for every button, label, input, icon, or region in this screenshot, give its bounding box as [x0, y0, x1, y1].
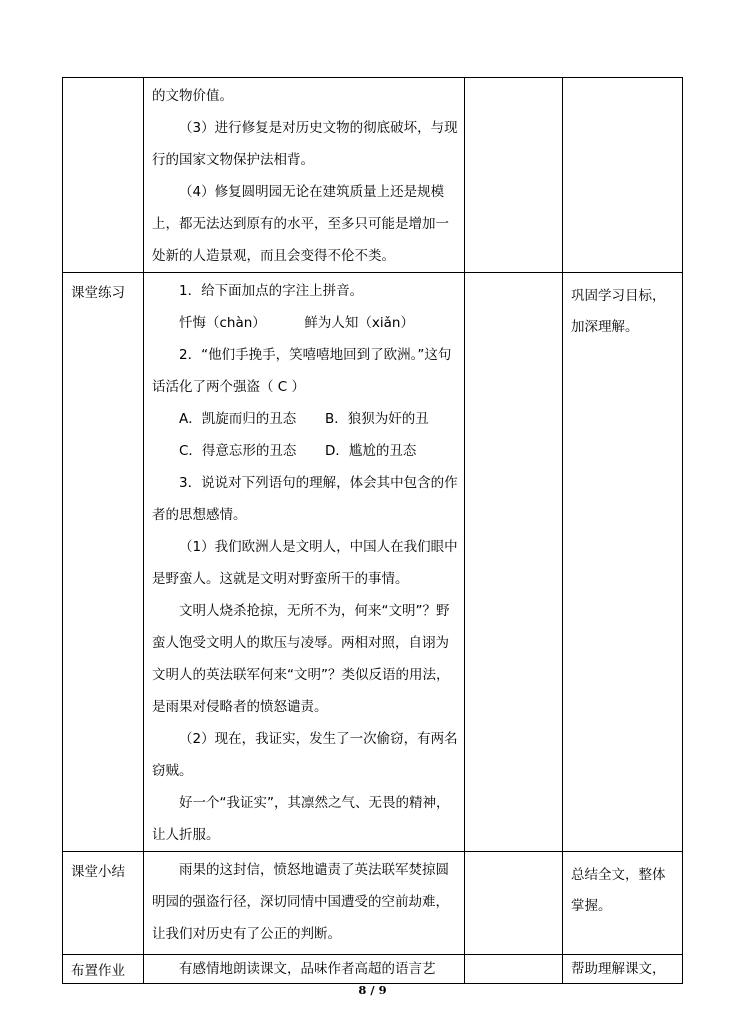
goal-cell — [563, 78, 683, 273]
row-label: 布置作业 — [71, 963, 125, 979]
summary-text: 雨果的这封信，愤怒地谴责了英法联军焚掠圆明园的强盗行径，深切同情中国遭受的空前劫难，让我们对历史有了公正的判断。 — [152, 862, 449, 942]
sentence-1: （1）我们欧洲人是文明人，中国人在我们眼中是野蛮人。这就是文明对野蛮所干的事情。 — [152, 539, 458, 587]
paragraph: （4）修复圆明园无论在建筑质量上还是规模上，都无法达到原有的水平，至多只可能是增加一处新的人造景观，而且会变得不伦不类。 — [152, 184, 449, 264]
page-number: 8 / 9 — [358, 983, 387, 997]
empty-cell — [465, 955, 563, 984]
option-a: A．凯旋而归的丑态 — [179, 411, 297, 427]
paragraph: 的文物价值。 — [152, 88, 233, 104]
row-label: 课堂练习 — [71, 285, 125, 301]
option-d: D．尴尬的丑态 — [325, 443, 417, 459]
row-label: 课堂小结 — [71, 864, 125, 880]
question-1: 1．给下面加点的字注上拼音。 — [179, 283, 364, 299]
label-cell — [63, 78, 144, 273]
option-b: B．狼狈为奸的丑 — [325, 411, 429, 427]
label-cell — [63, 955, 144, 984]
question-3: 3．说说对下列语句的理解，体会其中包含的作者的思想感情。 — [152, 475, 458, 523]
content-cell — [144, 273, 465, 852]
teaching-goal: 巩固学习目标，加深理解。 — [571, 288, 666, 335]
pinyin-answer: 鲜为人知（xiǎn） — [304, 315, 414, 331]
goal-cell — [563, 955, 683, 984]
table-row — [63, 955, 683, 984]
pinyin-answer: 忏悔（chàn） — [179, 315, 266, 331]
options-row — [152, 403, 458, 435]
sentence-2-answer: 好一个“我证实”，其凛然之气、无畏的精神，让人折服。 — [152, 795, 450, 843]
goal-cell — [563, 273, 683, 852]
label-cell — [63, 273, 144, 852]
lesson-plan-table — [62, 77, 683, 984]
empty-cell — [465, 273, 563, 852]
question-2: 2．“他们手挽手，笑嘻嘻地回到了欧洲。”这句话活化了两个强盗（ C ） — [152, 347, 452, 395]
goal-cell — [563, 852, 683, 955]
sentence-1-answer: 文明人烧杀抢掠，无所不为，何来“文明”？野蛮人饱受文明人的欺压与凌辱。两相对照，自诩为文明人的英法联军何来“文明”？类似反语的用法，是雨果对侵略者的愤怒谴责。 — [152, 603, 450, 715]
table-row — [63, 273, 683, 852]
paragraph: （3）进行修复是对历史文物的彻底破坏，与现行的国家文物保护法相背。 — [152, 120, 458, 168]
label-cell — [63, 852, 144, 955]
options-row — [152, 435, 458, 467]
pinyin-answers — [152, 307, 458, 339]
empty-cell — [465, 852, 563, 955]
homework-text: 有感情地朗读课文，品味作者高超的语言艺 — [179, 961, 436, 977]
teaching-goal: 总结全文，整体掌握。 — [571, 867, 666, 914]
table-row — [63, 78, 683, 273]
empty-cell — [465, 78, 563, 273]
option-c: C．得意忘形的丑态 — [179, 443, 297, 459]
sentence-2: （2）现在，我证实，发生了一次偷窃，有两名窃贼。 — [152, 731, 458, 779]
content-cell — [144, 78, 465, 273]
content-cell — [144, 852, 465, 955]
table-row — [63, 852, 683, 955]
content-cell — [144, 955, 465, 984]
teaching-goal: 帮助理解课文， — [571, 961, 666, 977]
